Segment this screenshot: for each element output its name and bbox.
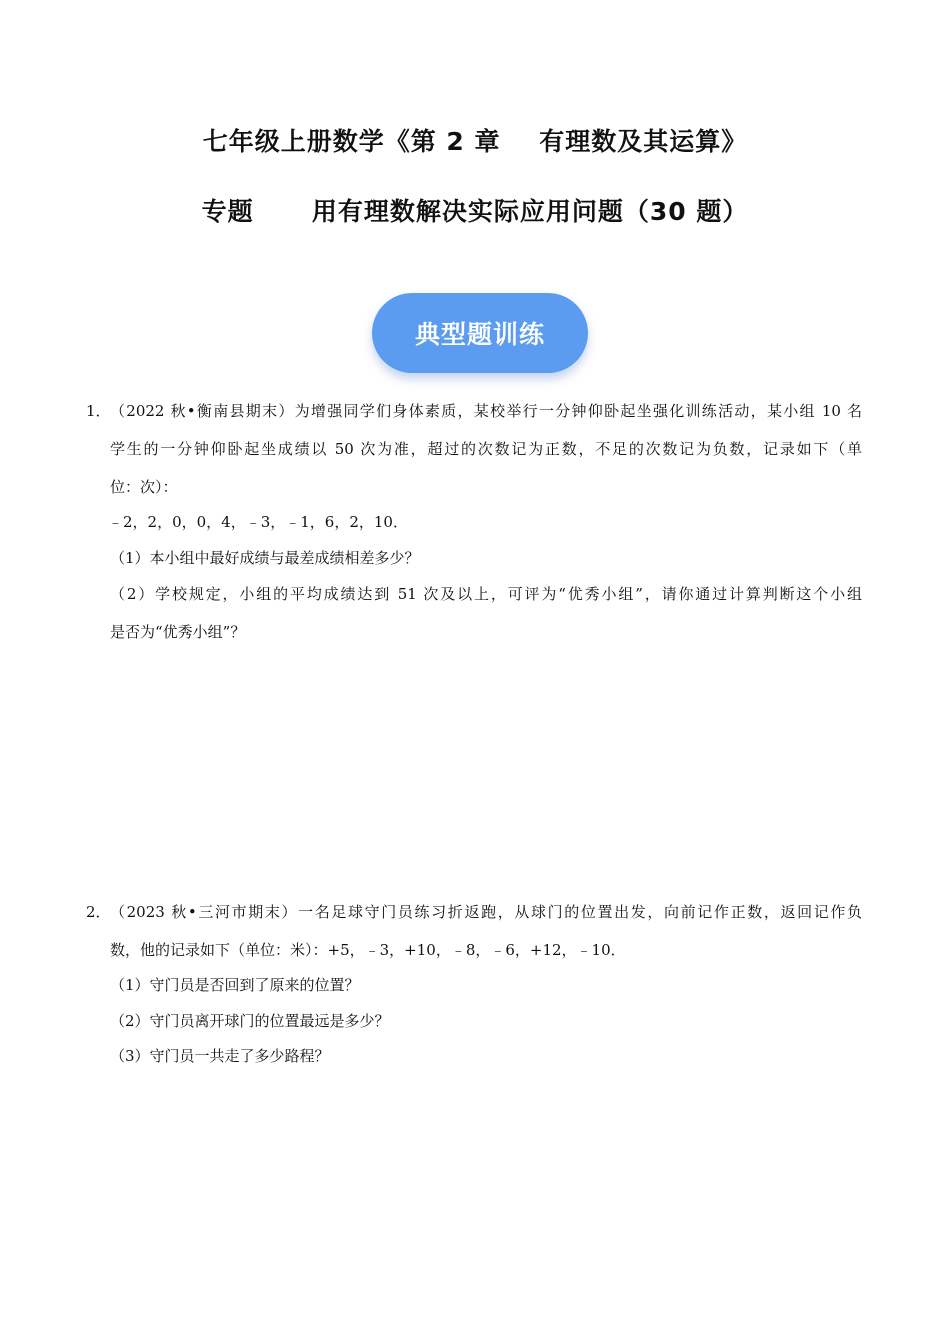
question-text-line: （2022 秋•衡南县期末）为增强同学们身体素质，某校举行一分钟仰卧起坐强化训练活动，某小组 10 名	[110, 402, 862, 420]
question-number: 2．	[86, 903, 111, 921]
question-text-line: 数，他的记录如下（单位：米）：+5，﹣3，+10，﹣8，﹣6，+12，﹣10．	[110, 941, 626, 959]
question-number: 1．	[86, 402, 111, 420]
section-badge-label: 典型题训练	[414, 320, 545, 349]
question-part: 是否为“优秀小组”？	[110, 623, 246, 641]
question-text-line: 位：次）：	[110, 478, 178, 496]
section-badge	[372, 293, 588, 373]
document-subtitle: 专题 用有理数解决实际应用问题（30 题）	[201, 197, 749, 226]
question-part: （3）守门员一共走了多少路程？	[110, 1047, 330, 1065]
question-text-line: （2023 秋•三河市期末）一名足球守门员练习折返跑，从球门的位置出发，向前记作正数，返回记作负	[110, 903, 862, 921]
question-part: （1）本小组中最好成绩与最差成绩相差多少？	[110, 549, 420, 567]
question-text-line: 学生的一分钟仰卧起坐成绩以 50 次为准，超过的次数记为正数，不足的次数记为负数，记录如下（单	[110, 440, 862, 458]
question-part: （2）学校规定，小组的平均成绩达到 51 次及以上，可评为“优秀小组”，请你通过计算判断这个小组	[110, 585, 862, 603]
document-title: 七年级上册数学《第 2 章 有理数及其运算》	[202, 127, 748, 156]
question-part: （1）守门员是否回到了原来的位置？	[110, 976, 360, 994]
question-part: （2）守门员离开球门的位置最远是多少？	[110, 1012, 390, 1030]
question-data-line: ﹣2，2，0，0，4，﹣3，﹣1，6，2，10．	[108, 513, 408, 531]
